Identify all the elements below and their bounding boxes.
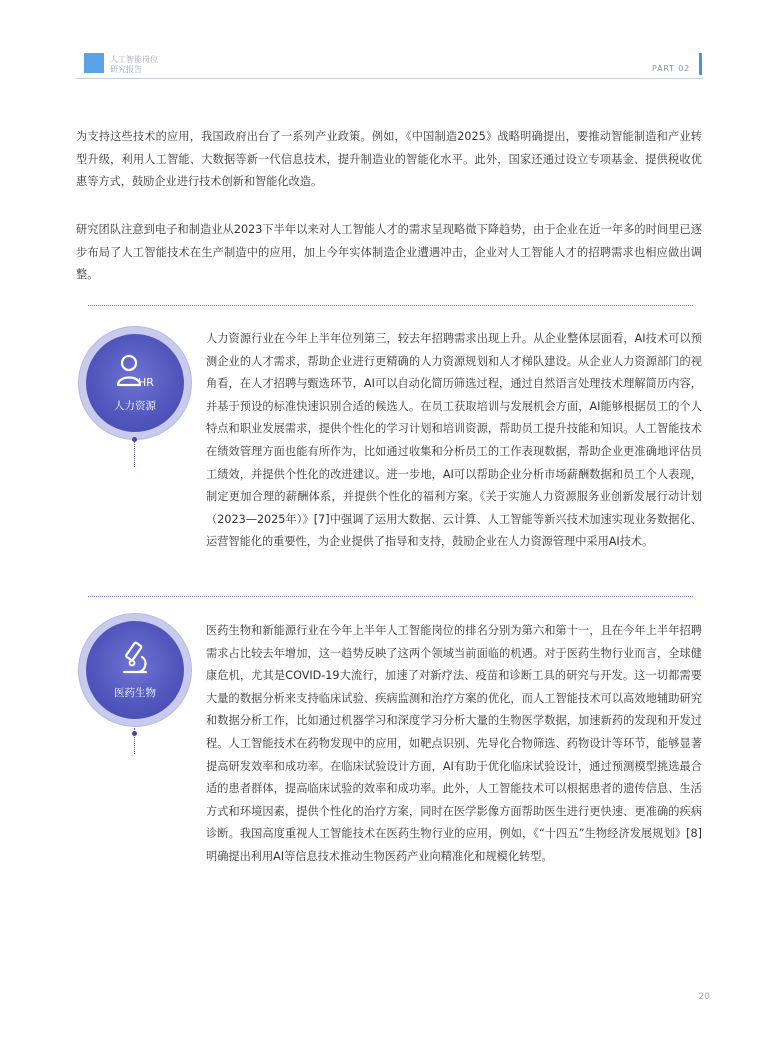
badge-label: 人力资源 [114, 400, 156, 412]
badge-label: 医药生物 [114, 687, 156, 699]
paragraph-policy: 为支持这些技术的应用，我国政府出台了一系列产业政策。例如，《中国制造2025》战略明确提出，要推动智能制造和产业转型升级，利用人工智能、大数据等新一代信息技术，提升制造业的智能化水平。此外，国家还通过设立专项基金、提供税收优惠等方式，鼓励企业进行技术创新和智能化改造。 [76, 130, 702, 189]
header-accent-bar [699, 53, 702, 75]
header-title-line2: 研究报告 [110, 65, 142, 74]
microscope-icon [115, 639, 155, 679]
section-badge-biomed [86, 621, 184, 719]
section-text-hr: 人力资源行业在今年上半年位列第三，较去年招聘需求出现上升。从企业整体层面看，AI技术可以预测企业的人才需求，帮助企业进行更精确的人力资源规划和人才梯队建设。从企业人力资源部门的视角看，在人才招聘与甄选环节，AI可以自动化简历筛选过程，通过自然语言处理技术理解简历内容，并基于预设的标准快速识别合适的候选人。在员工获取培训与发展机会方面，AI能够根据员工的个人特点和职业发展需求，提供个性化的学习计划和培训资源，帮助员工提升技能和知识。人工智能技术在绩效管理方面也能有所作为，比如通过收集和分析员工的工作表现数据，帮助企业更准确地评估员工绩效，并提供个性化的改进建议。进一步地，AI可以帮助企业分析市场薪酬数据和员工个人表现，制定更加合理的薪酬体系，并提供个性化的福利方案。《关于实施人力资源服务业创新发展行动计划（2023—2025年）》[7]中强调了运用大数据、云计算、人工智能等新兴技术加速实现业务数据化、运营智能化的重要性，为企业提供了指导和支持，鼓励企业在人力资源管理中采用AI技术。 [206, 332, 702, 549]
header-logo-square [84, 53, 104, 73]
section-divider [88, 305, 693, 306]
hr-person-icon [115, 352, 155, 392]
badge-stem [134, 441, 135, 467]
section-text-biomed: 医药生物和新能源行业在今年上半年人工智能岗位的排名分别为第六和第十一，且在今年上半年招聘需求占比较去年增加，这一趋势反映了这两个领域当前面临的机遇。对于医药生物行业而言，全球健康危机，尤其是COVID-19大流行，加速了对新疗法、疫苗和诊断工具的研究与开发。这一切都需要大量的数据分析来支持临床试验、疾病监测和治疗方案的优化，而人工智能技术可以高效地辅助研究和数据分析工作，比如通过机器学习和深度学习分析大量的生物医学数据，加速新药的发现和开发过程。人工智能技术在药物发现中的应用，如靶点识别、先导化合物筛选、药物设计等环节，能够显著提高研发效率和成功率。在临床试验设计方面，AI有助于优化临床试验设计，通过预测模型挑选最合适的患者群体，提高临床试验的效率和成功率。此外，人工智能技术可以根据患者的遗传信息、生活方式和环境因素，提供个性化的治疗方案，同时在医学影像方面帮助医生进行更快速、更准确的疾病诊断。我国高度重视人工智能技术在医药生物行业的应用，例如，《“十四五”生物经济发展规划》[8]明确提出利用AI等信息技术推动生物医药产业向精准化和规模化转型。 [206, 624, 702, 863]
svg-text:HR: HR [138, 376, 154, 389]
page-header [84, 53, 704, 77]
paragraph-manufacturing: 研究团队注意到电子和制造业从2023下半年以来对人工智能人才的需求呈现略微下降趋势，由于企业在近一年多的时间里已逐步布局了人工智能技术在生产制造中的应用，加上今年实体制造企业遭遇冲击，企业对人工智能人才的招聘需求也相应做出调整。 [76, 223, 702, 282]
header-title-line1: 人工智能岗位 [110, 55, 158, 64]
header-part-label: PART 02 [652, 64, 690, 73]
page-number: 20 [698, 992, 710, 1002]
section-divider [88, 596, 693, 597]
header-divider [76, 78, 703, 79]
badge-stem-dot [132, 731, 137, 736]
section-badge-hr [86, 334, 184, 432]
